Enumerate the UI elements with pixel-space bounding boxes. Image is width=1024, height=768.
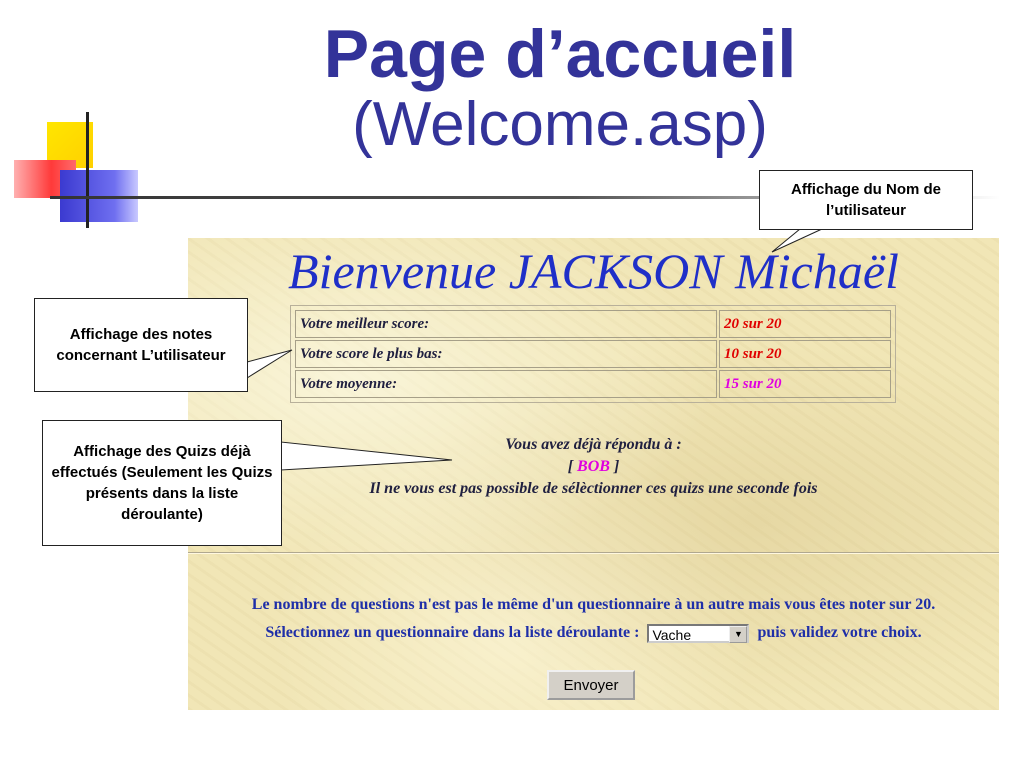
callout-user-name [759,170,973,230]
completed-notice: Il ne vous est pas possible de sélèctionner ces quizs une seconde fois [369,480,818,497]
score-value-best: 20 sur 20 [719,310,891,338]
bracket-open: [ [567,458,578,475]
quiz-select-value: Vache [652,627,692,643]
completed-intro: Vous avez déjà répondu à : [505,436,682,453]
info-text: Le nombre de questions n'est pas le même d'un questionnaire à un autre mais vous êtes noter sur 20. [251,596,936,613]
welcome-heading: Bienvenue JACKSON Michaël [288,243,899,299]
chevron-down-icon[interactable]: ▼ [729,626,747,643]
score-label-average: Votre moyenne: [295,370,717,398]
pointer-name [772,229,822,252]
submit-button[interactable]: Envoyer [547,670,635,700]
select-suffix-label: puis validez votre choix. [757,624,922,642]
callout-completed-quizzes-text: Affichage des Quizs déjà effectués (Seulement les Quizs présents dans la liste déroulante) [51,443,273,523]
score-value-lowest: 10 sur 20 [719,340,891,368]
callout-user-scores-text: Affichage des notes concernant L’utilisateur [56,326,226,364]
score-label-lowest: Votre score le plus bas: [295,340,717,368]
bracket-close: ] [609,458,620,475]
pointer-notes [247,350,292,378]
completed-quiz-name: BOB [577,458,610,475]
score-label-best: Votre meilleur score: [295,310,717,338]
select-prefix-label: Sélectionnez un questionnaire dans la liste déroulante : [265,624,640,642]
slide-title-sub: (Welcome.asp) [352,90,768,159]
slide-title-main: Page d’accueil [323,16,797,92]
callout-user-scores [34,298,248,392]
callout-user-name-text: Affichage du Nom de l’utilisateur [790,181,941,219]
callout-completed-quizzes [42,420,282,546]
pointer-quiz [281,442,452,470]
score-value-average: 15 sur 20 [719,370,891,398]
